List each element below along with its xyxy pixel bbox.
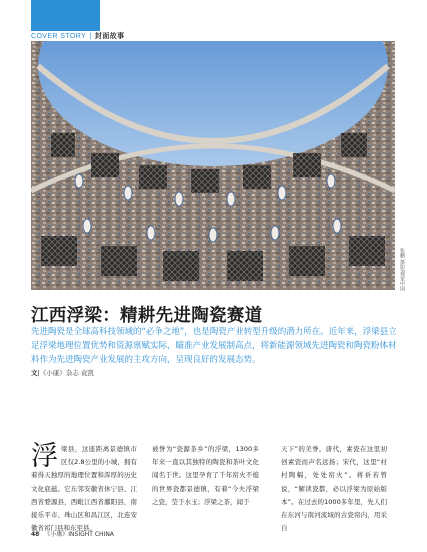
photo-credit: 张鹏 摄影/视觉中国 — [399, 248, 405, 292]
body-text-1: 梁县，这座距离景德镇市区仅2.8公里的小城，拥有着得天独厚的地理位置和浑厚的历史文化底蕴。它东邻安徽省休宁县、江西省婺源县，西毗江西省鄱阳县，南接乐平市、珠山区和昌江区，北连安徽省祁门县和东至县。 — [31, 445, 137, 533]
header-color-block — [31, 0, 100, 31]
byline — [31, 368, 94, 377]
body-column-1 — [31, 443, 137, 535]
section-label-en: COVER STORY — [31, 33, 86, 40]
hero-photo — [31, 41, 395, 290]
magazine-name: 《小康》INSIGHT CHINA — [44, 531, 114, 538]
section-header — [31, 31, 125, 41]
page-footer — [31, 529, 114, 538]
body-column-2 — [152, 443, 259, 509]
body-text-2: 被誉为“瓷源茶乡”的浮梁，1300多年来一直以其独特的陶瓷和茶叶文化闻名于世。这里孕育了千年窑火不熄的世界瓷都景德镇，有着“今夫浮梁之瓷，莹于水玉；浮梁之茶，闻于 — [152, 445, 259, 506]
page-number: 48 — [31, 531, 40, 538]
byline-label: 文 — [31, 369, 38, 377]
body-column-3 — [281, 443, 387, 535]
hero-photo-illustration — [31, 41, 395, 290]
section-separator: | — [89, 33, 92, 40]
drop-cap: 浮 — [31, 441, 58, 472]
byline-author: |《小康》杂志 袁凯 — [37, 369, 94, 377]
article-title: 江西浮梁：精耕先进陶瓷赛道 — [31, 306, 263, 326]
section-label-cn: 封面故事 — [94, 32, 125, 40]
body-text-3: 天下”的美誉。唐代，素瓷在这里初创素瓷而声名远扬；宋代，这里“村村陶幅，处处窑火”。蒋祈若曾说，“解读瓷都，必以浮梁为原始版本”。在过去的1000多年里，先人们在东河与南河流域的古瓷窑内，用采自 — [281, 445, 387, 533]
article-lead: 先进陶瓷是全球高科技领域的“必争之地”，也是陶瓷产业转型升级的潜力所在。近年来，浮梁县立足浮梁地理位置优势和资源禀赋实际，瞄准产业发展制高点，将新能源领域先进陶瓷和陶瓷粉体材料作为先进陶瓷产业发展的主攻方向，呈现良好的发展态势。 — [31, 327, 397, 365]
